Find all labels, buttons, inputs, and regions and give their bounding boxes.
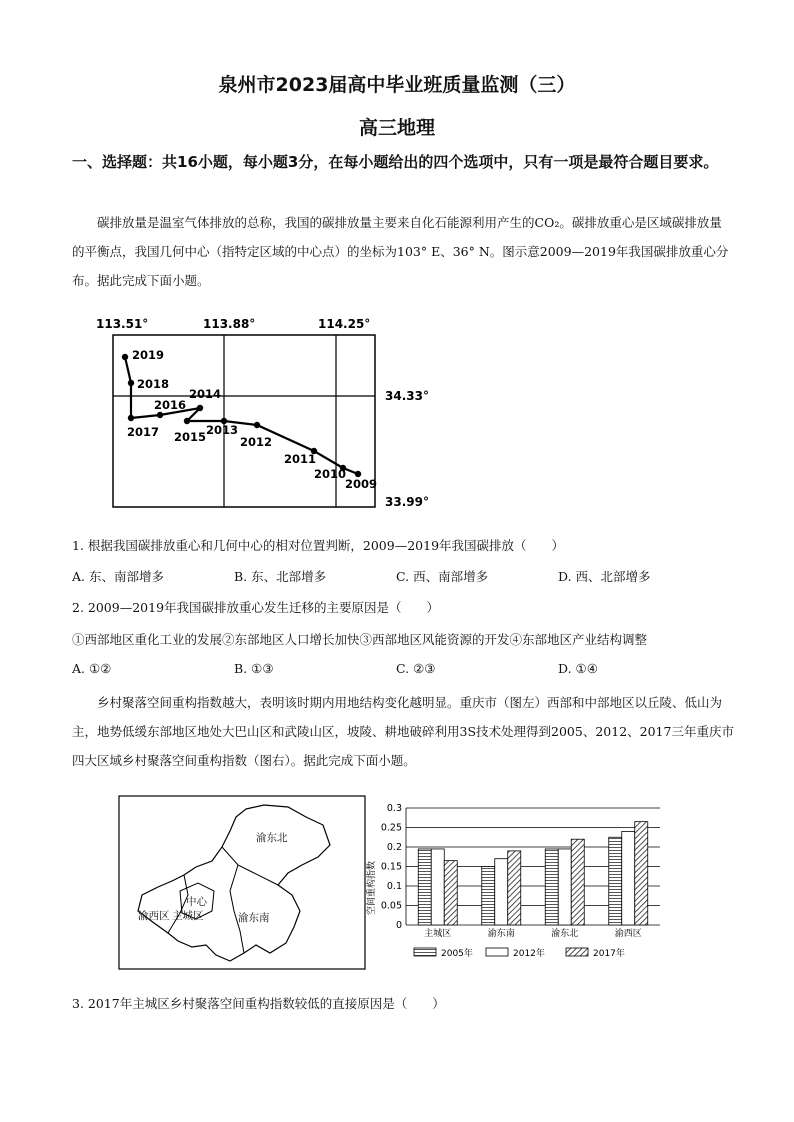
legend-swatch-2 — [566, 948, 588, 956]
chart-legend — [414, 947, 625, 959]
q2-option-b[interactable]: B. ①③ — [234, 661, 274, 676]
question-2-stem: 2. 2009—2019年我国碳排放重心发生迁移的主要原因是（ ） — [72, 600, 440, 615]
chongqing-outline — [138, 805, 330, 961]
bar-渝西区-2012年 — [622, 831, 635, 925]
q1-option-a[interactable]: A. 东、南部增多 — [72, 569, 164, 584]
bar-渝东南-2005年 — [482, 867, 495, 926]
q1-option-b[interactable]: B. 东、北部增多 — [234, 569, 327, 584]
bar-渝东北-2005年 — [545, 849, 558, 925]
legend-label-1: 2012年 — [513, 949, 545, 959]
legend-label-0: 2005年 — [441, 949, 473, 959]
question-1-options — [72, 567, 732, 587]
label-2019: 2019 — [132, 348, 165, 362]
x-label-2: 渝东北 — [551, 929, 579, 939]
x-label-0: 主城区 — [424, 929, 452, 939]
bar-主城区-2005年 — [418, 849, 431, 925]
label-2015: 2015 — [174, 430, 207, 444]
region-label-southeast: 渝东南 — [238, 912, 270, 924]
label-2017: 2017 — [127, 425, 160, 439]
q1-option-c[interactable]: C. 西、南部增多 — [396, 569, 489, 584]
point-2018 — [128, 380, 134, 386]
region-label-main-city: 主城区 — [172, 910, 204, 922]
question-2-statements: ①西部地区重化工业的发展②东部地区人口增长加快③西部地区风能资源的开发④东部地区产业结构调整 — [72, 632, 648, 647]
region-label-northeast: 渝东北 — [256, 832, 288, 844]
label-2018: 2018 — [137, 377, 170, 391]
carbon-centroid-map — [88, 310, 448, 515]
y-tick-6: 0.3 — [386, 803, 402, 814]
lon-label-2: 113.88° — [203, 317, 256, 331]
bar-渝西区-2017年 — [635, 822, 648, 925]
point-2015 — [184, 418, 190, 424]
point-2016 — [157, 412, 163, 418]
y-tick-labels — [381, 803, 402, 931]
passage-carbon: 碳排放量是温室气体排放的总称，我国的碳排放量主要来自化石能源利用产生的CO₂。碳排放重心是区域碳排放量的平衡点，我国几何中心（指特定区域的中心点）的坐标为103° E、36° N。图示意2009—2019年我国碳排放重心分布。据此完成下面小题。 — [72, 215, 729, 288]
label-2012: 2012 — [240, 435, 273, 449]
legend-swatch-1 — [486, 948, 508, 956]
region-label-west: 渝西区 — [138, 910, 170, 922]
bars — [418, 822, 648, 925]
label-2016: 2016 — [154, 398, 187, 412]
y-tick-2: 0.1 — [386, 881, 402, 892]
label-2011: 2011 — [284, 452, 317, 466]
passage-chongqing: 乡村聚落空间重构指数越大，表明该时期内用地结构变化越明显。重庆市（图左）西部和中部地区以丘陵、低山为主，地势低缓东部地区地处大巴山区和武陵山区，坡陵、耕地破碎利用3S技术处理得到2005、2012、2017三年重庆市四大区域乡村聚落空间重构指数（图右）。据此完成下面小题。 — [72, 695, 734, 768]
point-2014 — [197, 405, 203, 411]
question-2-options — [72, 661, 732, 681]
bar-渝东南-2017年 — [508, 851, 521, 925]
legend-swatch-0 — [414, 948, 436, 956]
y-tick-3: 0.15 — [380, 861, 402, 873]
y-tick-1: 0.05 — [380, 900, 402, 912]
bar-渝东南-2012年 — [495, 859, 508, 925]
bar-渝东北-2017年 — [571, 839, 584, 925]
lon-label-3: 114.25° — [318, 317, 371, 331]
bar-主城区-2012年 — [431, 849, 444, 925]
label-2009: 2009 — [345, 477, 378, 491]
section-heading: 一、选择题：共16小题，每小题3分，在每小题给出的四个选项中，只有一项是最符合题目要求。 — [72, 153, 719, 171]
q2-option-a[interactable]: A. ①② — [72, 661, 112, 676]
legend-label-2: 2017年 — [593, 949, 625, 959]
question-1-stem: 1. 根据我国碳排放重心和几何中心的相对位置判断，2009—2019年我国碳排放（ ） — [72, 538, 565, 553]
q2-option-c[interactable]: C. ②③ — [396, 661, 436, 676]
point-2017 — [128, 415, 134, 421]
question-3-stem: 3. 2017年主城区乡村聚落空间重构指数较低的直接原因是（ ） — [72, 996, 445, 1011]
label-2013: 2013 — [206, 423, 239, 437]
boundary-center — [168, 875, 188, 933]
exam-title: 泉州市2023届高中毕业班质量监测（三） — [218, 74, 576, 96]
y-tick-0: 0 — [395, 920, 402, 931]
point-2012 — [254, 422, 260, 428]
label-2014: 2014 — [189, 387, 222, 401]
lat-label-2: 33.99° — [385, 495, 429, 509]
q2-option-d[interactable]: D. ①④ — [558, 661, 598, 676]
bar-渝东北-2012年 — [558, 849, 571, 925]
region-label-center: 中心 — [186, 896, 207, 908]
y-axis-label: 空间重构指数 — [367, 860, 377, 916]
y-tick-5: 0.25 — [380, 822, 402, 834]
x-label-1: 渝东南 — [487, 929, 515, 939]
boundary-southeast — [230, 865, 244, 953]
x-label-3: 渝西区 — [614, 929, 642, 939]
label-2010: 2010 — [314, 467, 347, 481]
chongqing-map — [118, 795, 366, 970]
x-category-labels — [424, 927, 642, 939]
y-tick-4: 0.2 — [386, 842, 402, 853]
bar-主城区-2017年 — [444, 861, 457, 925]
lon-label-1: 113.51° — [96, 317, 149, 331]
reconstruction-index-chart — [364, 798, 674, 976]
q1-option-d[interactable]: D. 西、北部增多 — [558, 569, 651, 584]
boundary-northeast — [222, 847, 278, 885]
exam-subtitle: 高三地理 — [358, 117, 435, 139]
point-2019 — [122, 354, 128, 360]
bar-渝西区-2005年 — [609, 837, 622, 925]
lat-label-1: 34.33° — [385, 389, 429, 403]
